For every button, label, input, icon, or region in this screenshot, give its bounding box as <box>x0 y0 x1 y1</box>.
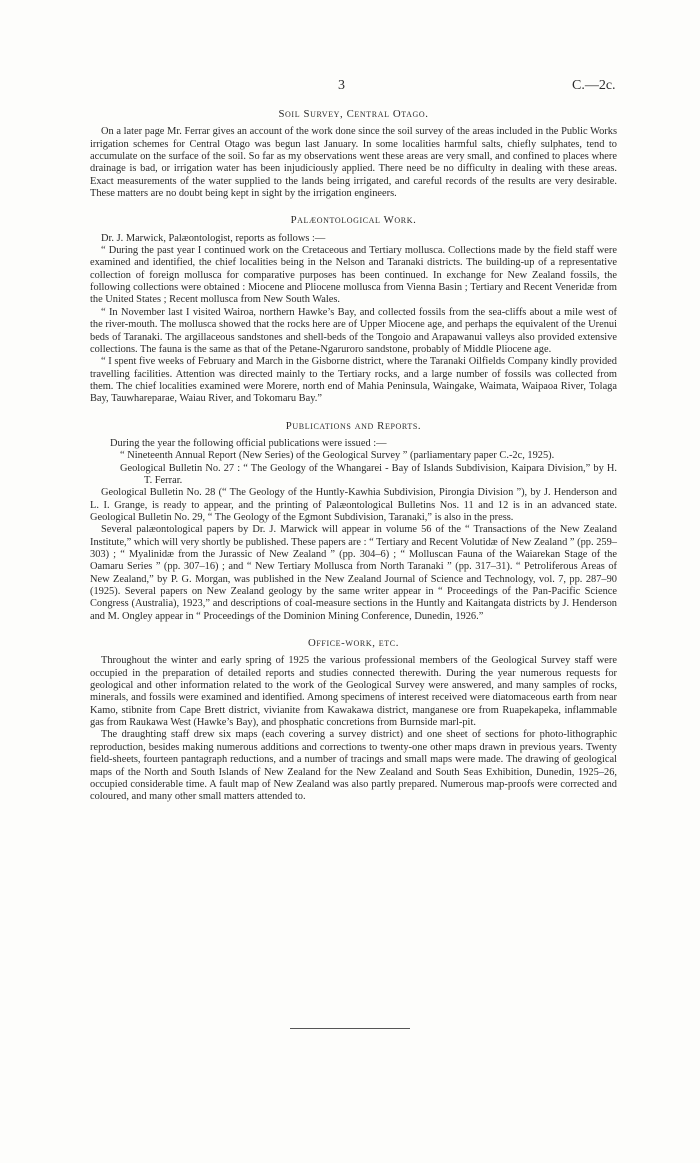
section-heading: Soil Survey, Central Otago. <box>278 108 429 120</box>
document-code: C.—2c. <box>572 78 616 93</box>
section-publications-and-reports <box>90 420 617 624</box>
paragraph: On a later page Mr. Ferrar gives an account of the work done since the soil survey of the areas included in the Public Works irrigation schemes for Central Otago was begun last January. In some localities harmful salts, chiefly sulphates, tend to accumulate on the surface of the soil. So far as my observations went these areas are very small, and confined to places where drainage is bad, or irrigation water has been injudiciously applied. There need be no difficulty in dealing with these areas. Exact measurements of the water supplied to the lands being irrigated, and careful records of the results are very desirable. These matters are no doubt being kept in sight by the irrigation engineers. <box>90 126 617 200</box>
section-palaeontological-work <box>90 214 617 405</box>
page-content <box>90 108 617 814</box>
paragraph: The draughting staff drew six maps (each covering a survey district) and one sheet of sections for photo-lithographic reproduction, besides making numerous additions and corrections to twenty-one other maps drawn in previous years. Twenty field-sheets, fourteen pantagraph reductions, and a number of tracings and small maps were made. The drawing of geological maps of the North and South Islands of New Zealand for the New Zealand and South Seas Exhibition, Dunedin, 1925–26, occupied considerable time. A fault map of New Zealand was also partly prepared. Numerous map-proofs were corrected and coloured, and many other small matters attended to. <box>90 729 617 803</box>
footer-divider <box>290 1028 410 1029</box>
section-heading: Palæontological Work. <box>290 214 417 227</box>
paragraph: “ I spent five weeks of February and March in the Gisborne district, where the Taranaki Oilfields Company kindly provided travelling facilities. Attention was directed mainly to the Tertiary rocks, and a large number of fossils was collected from them. The chief localities examined were Morere, north end of Mahia Peninsula, Waingake, Waimata, Waipaoa River, Tolaga Bay, Tauwhareparae, Waiau River, and Tokomaru Bay.” <box>90 356 617 405</box>
section-soil-survey <box>90 108 617 200</box>
paragraph: “ During the past year I continued work on the Cretaceous and Tertiary mollusca. Collections made by the field staff were examined and identified, the chief localities being in the Nelson and Taranaki districts. The building-up of a representative collection of foreign mollusca for comparative purposes has been continued. In exchange for New Zealand fossils, the following collections were obtained : Miocene and Pliocene mollusca from Vienna Basin ; Tertiary and Recent Veneridæ from the United States ; Recent mollusca from New South Wales. <box>90 245 617 306</box>
paragraph: Throughout the winter and early spring of 1925 the various professional members of the Geological Survey staff were occupied in the preparation of detailed reports and studies connected therewith. During the year numerous requests for geological and other information related to the work of the Geological Survey were answered, and many samples of rocks, minerals, and fossils were examined and identified. Among specimens of interest received were diatomaceous earth from near Kamo, stibnite from Cape Brett district, vivianite from Kawakawa district, manganese ore from Ruapekapeka, inflammable gas from Raukawa West (Hawke’s Bay), and phosphatic concretions from Burnside marl-pit. <box>90 655 617 729</box>
paragraph: “ In November last I visited Wairoa, northern Hawke’s Bay, and collected fossils from the sea-cliffs about a mile west of the river-mouth. The mollusca showed that the rocks here are of Upper Miocene age, and perhaps the equivalent of the Urenui beds of Taranaki. The argillaceous sandstones and shell-beds of the Tongoio and Arapawanui valleys also provided extensive collections. The fauna is the same as that of the Petane-Ngaruroro sandstone, probably of Middle Pliocene age. <box>90 306 617 355</box>
section-heading: Publications and Reports. <box>285 419 422 432</box>
publication-item: “ Nineteenth Annual Report (New Series) of the Geological Survey ” (parliamentary paper C.-2c, 1925). <box>120 450 555 462</box>
paragraph: Dr. J. Marwick, Palæontologist, reports as follows :— <box>101 232 326 244</box>
paragraph: Several palæontological papers by Dr. J. Marwick will appear in volume 56 of the “ Transactions of the New Zealand Institute,” which will very shortly be published. These papers are : “ Tertiary and Recent Volutidæ of New Zealand ” (pp. 259–303) ; “ Myalinidæ from the Jurassic of New Zealand ” (pp. 304–6) ; “ Molluscan Fauna of the Waiarekan Stage of the Oamaru Series ” (pp. 307–16) ; and “ New Tertiary Mollusca from North Taranaki ” (pp. 317–31). “ Petroliferous Areas of New Zealand,” by P. G. Morgan, was published in the New Zealand Journal of Science and Technology, vol. 7, pp. 287–90 (1925). Several papers on New Zealand geology by the same writer appear in “ Proceedings of the Pan-Pacific Science Congress (Australia), 1923,” and descriptions of coal-measure sections in the Huntly and Kaitangata districts by J. Henderson and M. Ongley appear in “ Proceedings of the Dominion Mining Conference, Dunedin, 1926.” <box>90 524 617 622</box>
paragraph: Geological Bulletin No. 28 (“ The Geology of the Huntly-Kawhia Subdivision, Pirongia Division ”), by J. Henderson and L. I. Grange, is ready to appear, and the printing of Palæontological Bulletins Nos. 11 and 12 is in an advanced state. Geological Bulletin No. 29, “ The Geology of the Egmont Subdivision, Taranaki,” is also in the press. <box>90 487 617 523</box>
section-heading: Office-work, etc. <box>307 637 400 650</box>
section-office-work <box>90 637 617 803</box>
publication-item: Geological Bulletin No. 27 : “ The Geology of the Whangarei - Bay of Islands Subdivision, Kaipara Division,” by H. T. Ferrar. <box>120 462 617 486</box>
publications-intro: During the year the following official publications were issued :— <box>110 437 387 449</box>
page-number: 3 <box>338 78 345 93</box>
